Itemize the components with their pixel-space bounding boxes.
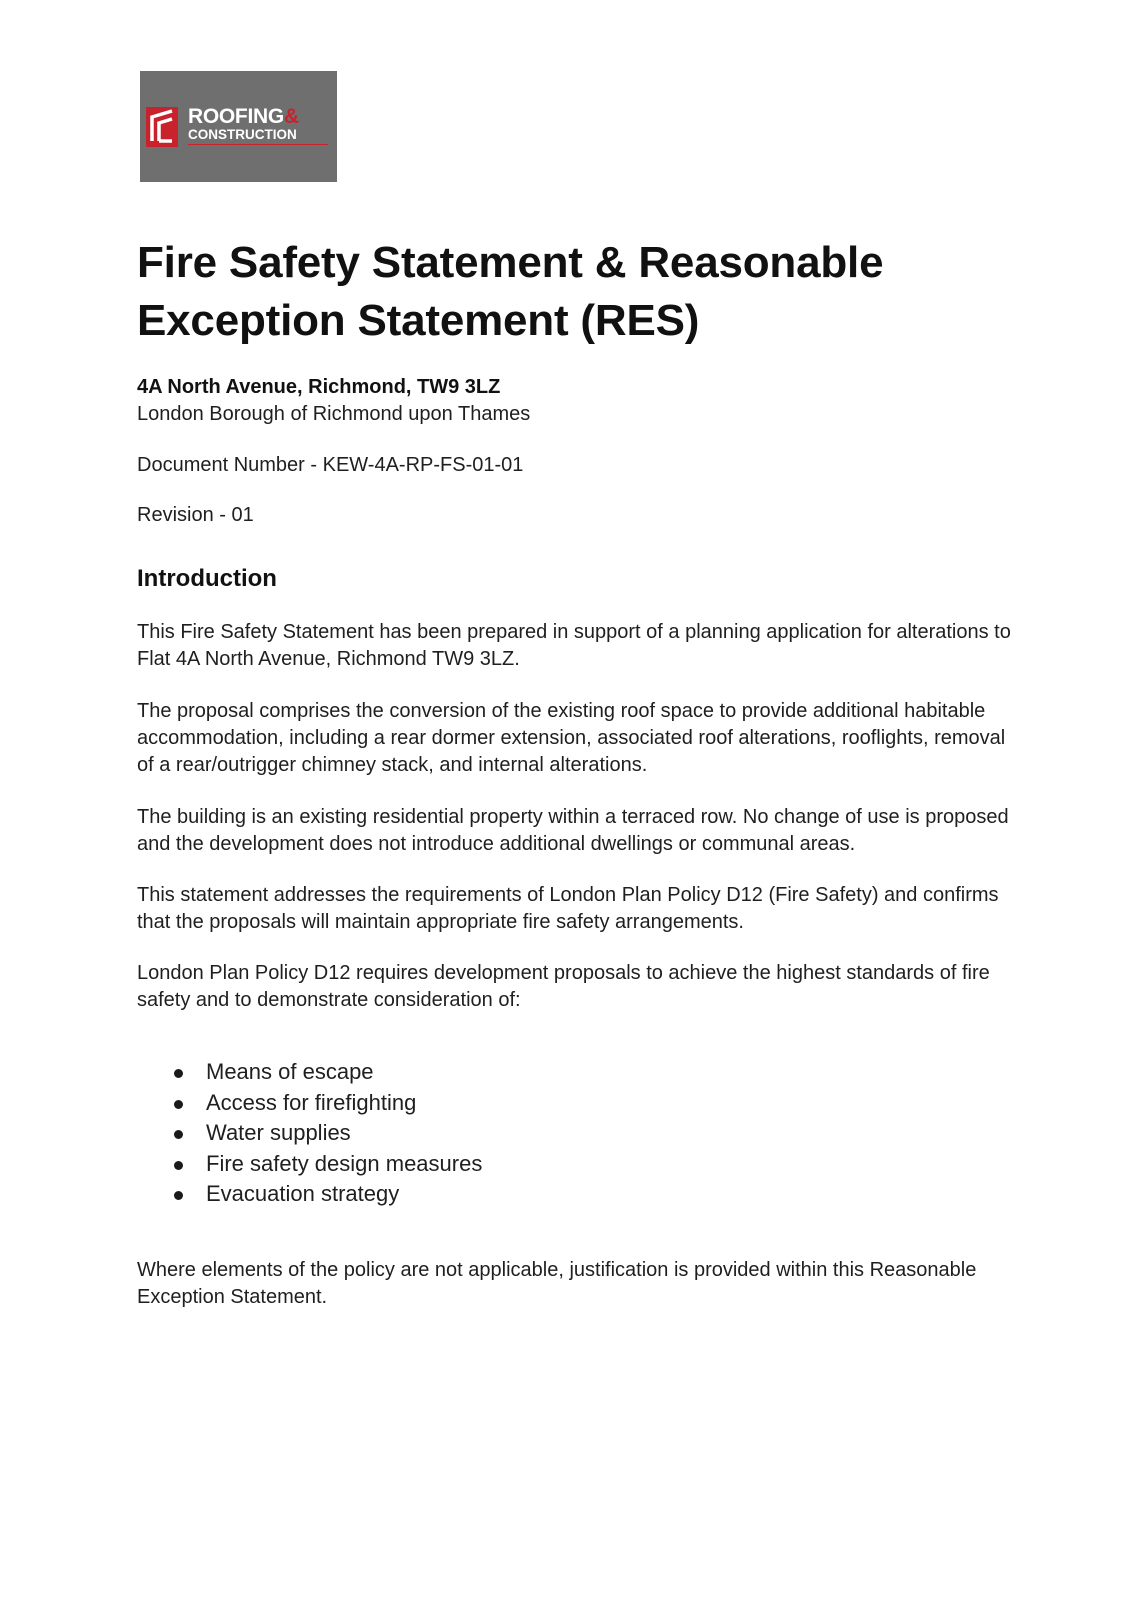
bullet-icon [174, 1161, 183, 1170]
list-item [137, 1149, 482, 1180]
policy-considerations-list [137, 1057, 482, 1210]
bullet-icon [174, 1100, 183, 1109]
intro-paragraph-5: London Plan Policy D12 requires development proposals to achieve the highest standards of fire safety and to demonstrate consideration of: [137, 962, 990, 1011]
document-title: Fire Safety Statement & Reasonable Exception Statement (RES) [137, 238, 884, 345]
list-item [137, 1088, 482, 1119]
intro-paragraph-4: This statement addresses the requirements of London Plan Policy D12 (Fire Safety) and confirms that the proposals will maintain appropriate fire safety arrangements. [137, 884, 999, 933]
list-item-text: Access for firefighting [206, 1089, 417, 1115]
list-item-text: Means of escape [206, 1059, 374, 1084]
borough-name: London Borough of Richmond upon Thames [137, 403, 531, 425]
intro-paragraph-2: The proposal comprises the conversion of the existing roof space to provide additional habitable accommodation, including a rear dormer extension, associated roof alterations, rooflights, removal of a rear/outrigger chimney stack, and internal alterations. [137, 700, 1006, 776]
list-item-text: Water supplies [206, 1120, 351, 1145]
bullet-icon [174, 1130, 183, 1139]
company-logo [140, 71, 337, 182]
closing-paragraph: Where elements of the policy are not applicable, justification is provided within this Reasonable Exception Statement. [137, 1259, 977, 1308]
logo-ampersand: & [283, 104, 299, 128]
logo-wordmark [188, 106, 328, 146]
intro-paragraph-1: This Fire Safety Statement has been prepared in support of a planning application for alterations to Flat 4A North Avenue, Richmond TW9 3LZ. [137, 621, 1011, 670]
list-item [137, 1057, 482, 1088]
logo-mark-icon [146, 107, 178, 147]
list-item [137, 1179, 482, 1210]
property-address: 4A North Avenue, Richmond, TW9 3LZ [137, 376, 501, 398]
logo-construction-text: CONSTRUCTION [188, 126, 297, 142]
list-item-text: Evacuation strategy [206, 1181, 400, 1206]
intro-paragraph-3: The building is an existing residential property within a terraced row. No change of use is proposed and the development does not introduce additional dwellings or communal areas. [137, 806, 1009, 855]
bullet-icon [174, 1069, 183, 1078]
document-number: Document Number - KEW-4A-RP-FS-01-01 [137, 454, 524, 476]
introduction-heading: Introduction [137, 565, 277, 592]
logo-roofing-text: ROOFING [188, 104, 284, 128]
revision-number: Revision - 01 [137, 504, 254, 526]
list-item [137, 1118, 482, 1149]
list-item-text: Fire safety design measures [206, 1150, 483, 1176]
logo-underline [188, 144, 328, 145]
bullet-icon [174, 1191, 183, 1200]
